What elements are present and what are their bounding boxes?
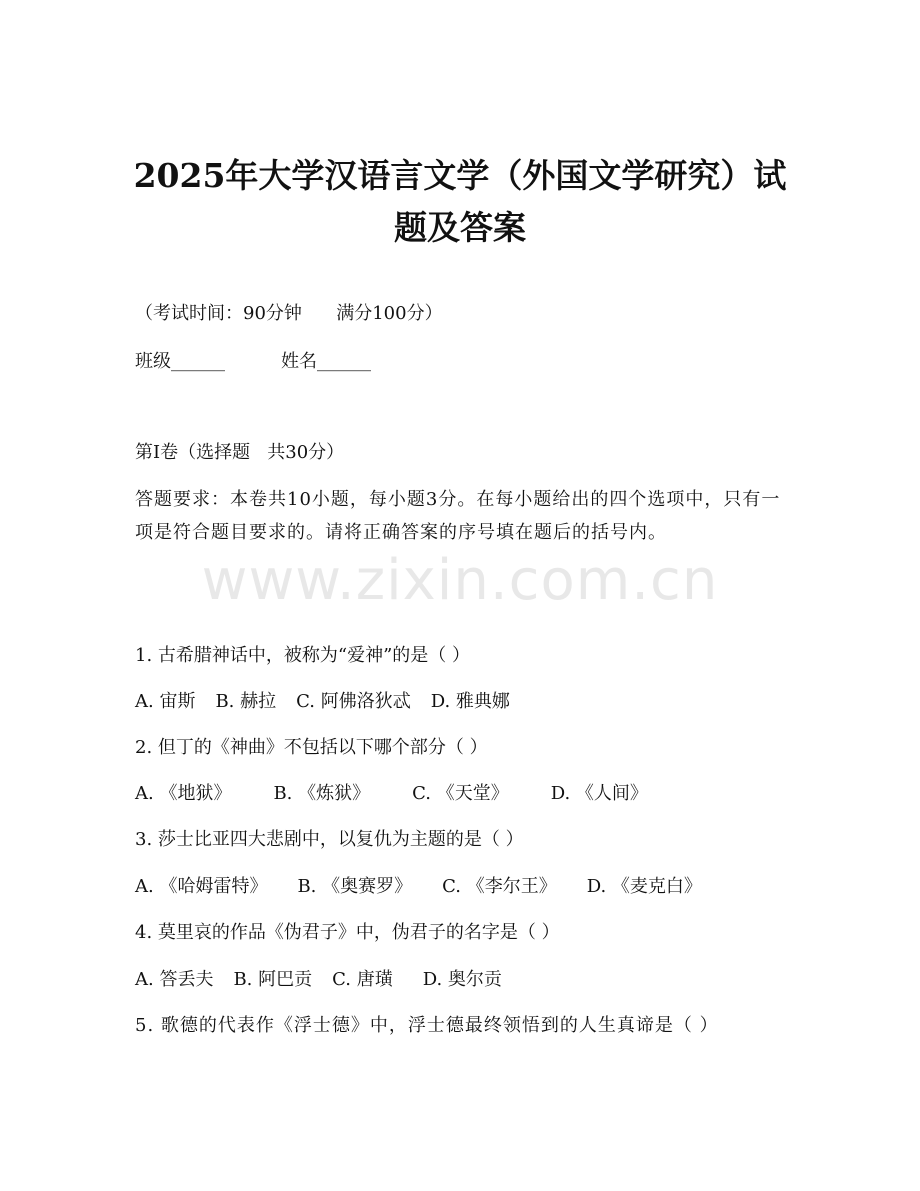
section-title: 第I卷（选择题 共30分） bbox=[135, 442, 345, 463]
question-1-stem: 1. 古希腊神话中，被称为“爱神”的是（ ） bbox=[135, 645, 471, 666]
question-2-options bbox=[135, 782, 795, 806]
question-4-stem: 4. 莫里哀的作品《伪君子》中，伪君子的名字是（ ） bbox=[135, 922, 560, 943]
title-line-2: 题及答案 bbox=[394, 208, 526, 247]
option-c: C. 《天堂》 bbox=[412, 783, 509, 804]
option-b: B. 《奥赛罗》 bbox=[297, 876, 413, 897]
question-2-stem: 2. 但丁的《神曲》不包括以下哪个部分（ ） bbox=[135, 737, 488, 758]
option-a: A. 《哈姆雷特》 bbox=[135, 876, 268, 897]
student-info-row bbox=[135, 350, 795, 374]
document-title bbox=[100, 150, 820, 254]
title-line-1: 2025年大学汉语言文学（外国文学研究）试 bbox=[133, 156, 787, 195]
option-a: A. 答丢夫 bbox=[135, 969, 214, 990]
option-d: D. 《人间》 bbox=[550, 783, 648, 804]
watermark-text: www.zixin.com.cn bbox=[201, 548, 719, 613]
option-c: C. 阿佛洛狄忒 bbox=[296, 691, 411, 712]
class-field: 班级______ bbox=[135, 351, 225, 372]
option-c: C. 唐璜 bbox=[332, 969, 393, 990]
option-d: D. 雅典娜 bbox=[430, 691, 510, 712]
option-a: A. 《地狱》 bbox=[135, 783, 232, 804]
question-3-options bbox=[135, 875, 795, 899]
instructions-paragraph: 答题要求：本卷共10小题，每小题3分。在每小题给出的四个选项中，只有一项是符合题目要求的。请将正确答案的序号填在题后的括号内。 bbox=[135, 489, 781, 543]
question-3-stem: 3. 莎士比亚四大悲剧中，以复仇为主题的是（ ） bbox=[135, 829, 524, 850]
option-d: D. 《麦克白》 bbox=[586, 876, 702, 897]
question-4-options bbox=[135, 968, 795, 992]
question-5-stem: 5. 歌德的代表作《浮士德》中，浮士德最终领悟到的人生真谛是（ ） bbox=[135, 1015, 719, 1036]
option-c: C. 《李尔王》 bbox=[442, 876, 557, 897]
option-d: D. 奥尔贡 bbox=[422, 969, 502, 990]
option-b: B. 《炼狱》 bbox=[273, 783, 371, 804]
option-b: B. 赫拉 bbox=[215, 691, 277, 712]
name-field: 姓名______ bbox=[281, 351, 371, 372]
exam-info: （考试时间：90分钟 满分100分） bbox=[135, 303, 443, 324]
option-a: A. 宙斯 bbox=[135, 691, 196, 712]
option-b: B. 阿巴贡 bbox=[233, 969, 313, 990]
question-1-options bbox=[135, 690, 795, 714]
